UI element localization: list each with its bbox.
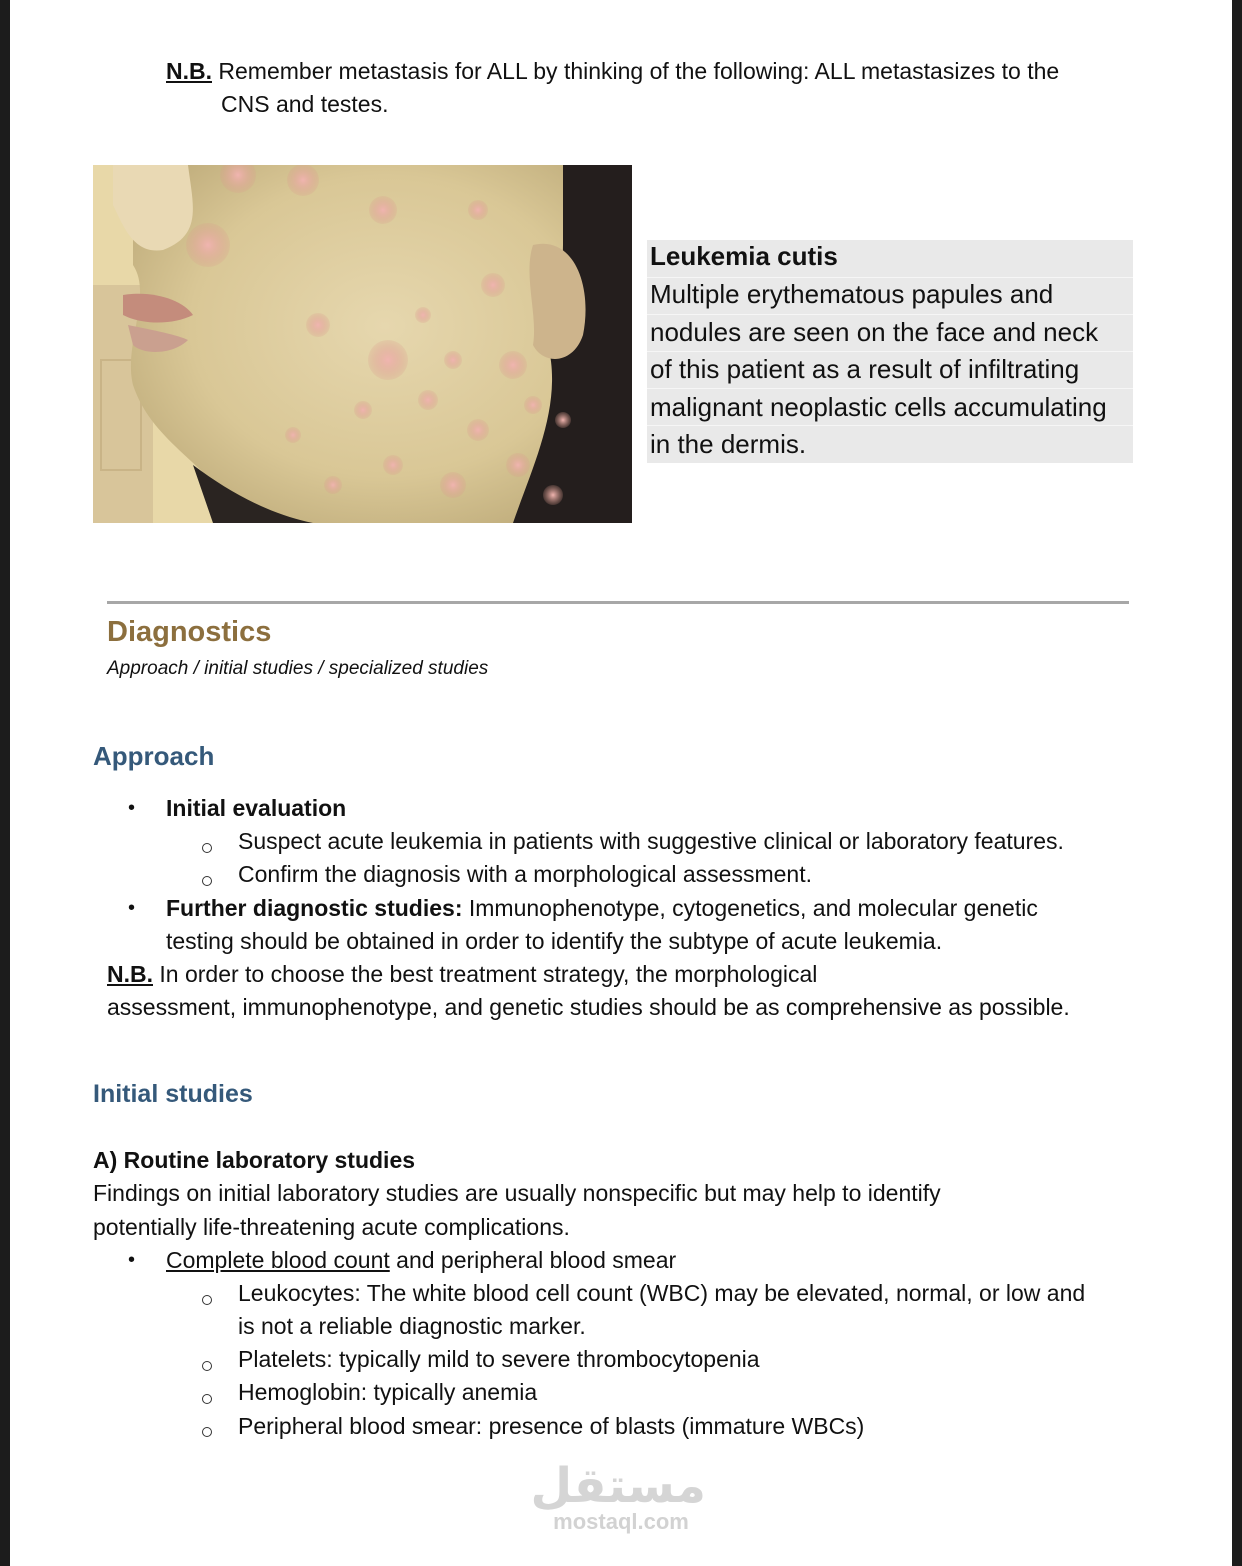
caption-line: malignant neoplastic cells accumulating [650, 391, 1107, 422]
further-label: Further diagnostic studies: [166, 895, 463, 921]
initial-studies-title: Initial studies [93, 1080, 253, 1108]
cbc-item [166, 1244, 676, 1277]
circle-bullet-icon [202, 843, 212, 853]
caption-line: in the dermis. [650, 429, 807, 459]
circle-bullet-icon [202, 1394, 212, 1404]
approach-title: Approach [93, 741, 215, 771]
diagnostics-subtitle: Approach / initial studies / specialized studies [107, 658, 489, 679]
initial-eval-label: Initial evaluation [166, 795, 347, 821]
cbc-sub-item: Hemoglobin: typically anemia [238, 1379, 538, 1405]
further-text: Immunophenotype, cytogenetics, and molecular genetic [468, 895, 1038, 921]
leukemia-cutis-photo [93, 165, 632, 523]
document-page [10, 0, 1232, 1566]
nb-text-line2: assessment, immunophenotype, and genetic studies should be as comprehensive as possible. [107, 994, 1070, 1020]
nb-note-top [166, 55, 1166, 88]
routine-lab-text-line2: potentially life-threatening acute complications. [93, 1214, 570, 1240]
caption-line: nodules are seen on the face and neck [650, 316, 1099, 347]
bullet-icon: • [128, 1249, 136, 1271]
nb-text-line1: Remember metastasis for ALL by thinking of the following: ALL metastasizes to the [218, 58, 1060, 84]
circle-bullet-icon [202, 1295, 212, 1305]
section-divider [107, 601, 1129, 604]
nb-text-line2: CNS and testes. [221, 91, 389, 117]
watermark-logo: مستقل [530, 1460, 706, 1513]
nb-note-approach [107, 958, 1127, 991]
circle-bullet-icon [202, 1427, 212, 1437]
diagnostics-title: Diagnostics [107, 616, 272, 648]
nb-label: N.B. [107, 961, 153, 987]
nb-label: N.B. [166, 58, 212, 84]
bullet-icon: • [128, 797, 136, 819]
initial-eval-item: Confirm the diagnosis with a morphological assessment. [238, 861, 812, 887]
circle-bullet-icon [202, 876, 212, 886]
circle-bullet-icon [202, 1361, 212, 1371]
routine-lab-text: Findings on initial laboratory studies are usually nonspecific but may help to identify [93, 1180, 941, 1206]
initial-eval-item: Suspect acute leukemia in patients with suggestive clinical or laboratory features. [238, 828, 1064, 854]
caption-body [650, 276, 1136, 464]
further-studies [166, 892, 1126, 925]
watermark-url: mostaql.com [553, 1509, 689, 1534]
cbc-rest: and peripheral blood smear [396, 1247, 677, 1273]
caption-line: Multiple erythematous papules and [650, 279, 1054, 309]
bullet-icon: • [128, 897, 136, 919]
cbc-sub-item-cont: is not a reliable diagnostic marker. [238, 1313, 586, 1339]
caption-line: of this patient as a result of infiltrating [650, 354, 1080, 384]
routine-lab-title: A) Routine laboratory studies [93, 1147, 416, 1173]
cbc-link[interactable]: Complete blood count [166, 1247, 390, 1273]
cbc-sub-item: Peripheral blood smear: presence of blasts (immature WBCs) [238, 1413, 865, 1439]
caption-title: Leukemia cutis [650, 241, 838, 271]
cbc-sub-item: Leukocytes: The white blood cell count (WBC) may be elevated, normal, or low and [238, 1280, 1086, 1306]
nb-text: In order to choose the best treatment strategy, the morphological [159, 961, 818, 987]
cbc-sub-item: Platelets: typically mild to severe thrombocytopenia [238, 1346, 760, 1372]
further-text-line2: testing should be obtained in order to identify the subtype of acute leukemia. [166, 928, 943, 954]
